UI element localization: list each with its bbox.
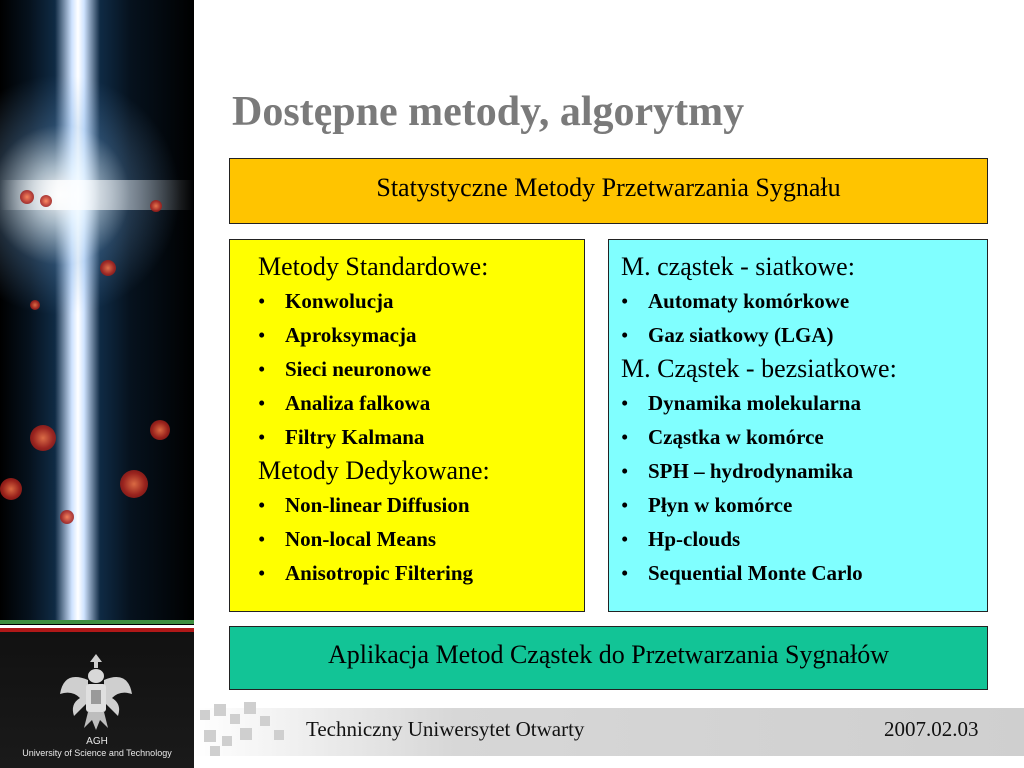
top-box: Statystyczne Metody Przetwarzania Sygnału <box>229 158 988 224</box>
agh-label: AGH <box>86 736 108 747</box>
right-list-1 <box>621 284 987 352</box>
left-heading-2: Metody Dedykowane: <box>258 456 490 485</box>
list-item: • Hp-clouds <box>621 522 987 556</box>
left-list-1 <box>258 284 584 454</box>
decorative-dot <box>40 195 52 207</box>
decorative-square <box>204 730 216 742</box>
footer-squares-decoration <box>196 700 306 760</box>
decorative-dot <box>60 510 74 524</box>
right-heading-2: M. Cząstek - bezsiatkowe: <box>621 354 897 383</box>
list-item: • Non-linear Diffusion <box>258 488 584 522</box>
light-beam-graphic <box>0 0 194 620</box>
list-item: • Cząstka w komórce <box>621 420 987 454</box>
decorative-square <box>222 736 232 746</box>
footer-institution: Techniczny Uniwersytet Otwarty <box>306 717 585 741</box>
decorative-square <box>214 704 226 716</box>
right-heading-1: M. cząstek - siatkowe: <box>621 252 855 281</box>
left-heading-1: Metody Standardowe: <box>258 252 489 281</box>
list-item: • Dynamika molekularna <box>621 386 987 420</box>
decorative-square <box>260 716 270 726</box>
list-item: • Anisotropic Filtering <box>258 556 584 590</box>
agh-eagle-logo <box>58 650 134 734</box>
list-item: • Sequential Monte Carlo <box>621 556 987 590</box>
left-box <box>229 239 585 612</box>
decorative-square <box>240 728 252 740</box>
sidebar-decoration <box>0 0 194 768</box>
right-list-2 <box>621 386 987 590</box>
decorative-square <box>244 702 256 714</box>
slide-title: Dostępne metody, algorytmy <box>232 89 745 135</box>
decorative-square <box>274 730 284 740</box>
list-item: • Gaz siatkowy (LGA) <box>621 318 987 352</box>
list-item: • SPH – hydrodynamika <box>621 454 987 488</box>
university-label: University of Science and Technology <box>22 748 172 758</box>
decorative-dot <box>120 470 148 498</box>
list-item: • Non-local Means <box>258 522 584 556</box>
footer-date: 2007.02.03 <box>884 717 979 741</box>
list-item: • Filtry Kalmana <box>258 420 584 454</box>
right-box <box>608 239 988 612</box>
decorative-square <box>230 714 240 724</box>
decorative-dot <box>150 420 170 440</box>
decorative-dot <box>100 260 116 276</box>
left-list-2 <box>258 488 584 590</box>
decorative-dot <box>30 425 56 451</box>
decorative-dot <box>20 190 34 204</box>
decorative-square <box>200 710 210 720</box>
list-item: • Automaty komórkowe <box>621 284 987 318</box>
list-item: • Płyn w komórce <box>621 488 987 522</box>
decorative-dot <box>30 300 40 310</box>
list-item: • Sieci neuronowe <box>258 352 584 386</box>
decorative-square <box>210 746 220 756</box>
decorative-dot <box>0 478 22 500</box>
bottom-box: Aplikacja Metod Cząstek do Przetwarzania Sygnałów <box>229 626 988 690</box>
decorative-dot <box>150 200 162 212</box>
list-item: • Konwolucja <box>258 284 584 318</box>
list-item: • Analiza falkowa <box>258 386 584 420</box>
list-item: • Aproksymacja <box>258 318 584 352</box>
sidebar-stripe <box>0 620 194 624</box>
